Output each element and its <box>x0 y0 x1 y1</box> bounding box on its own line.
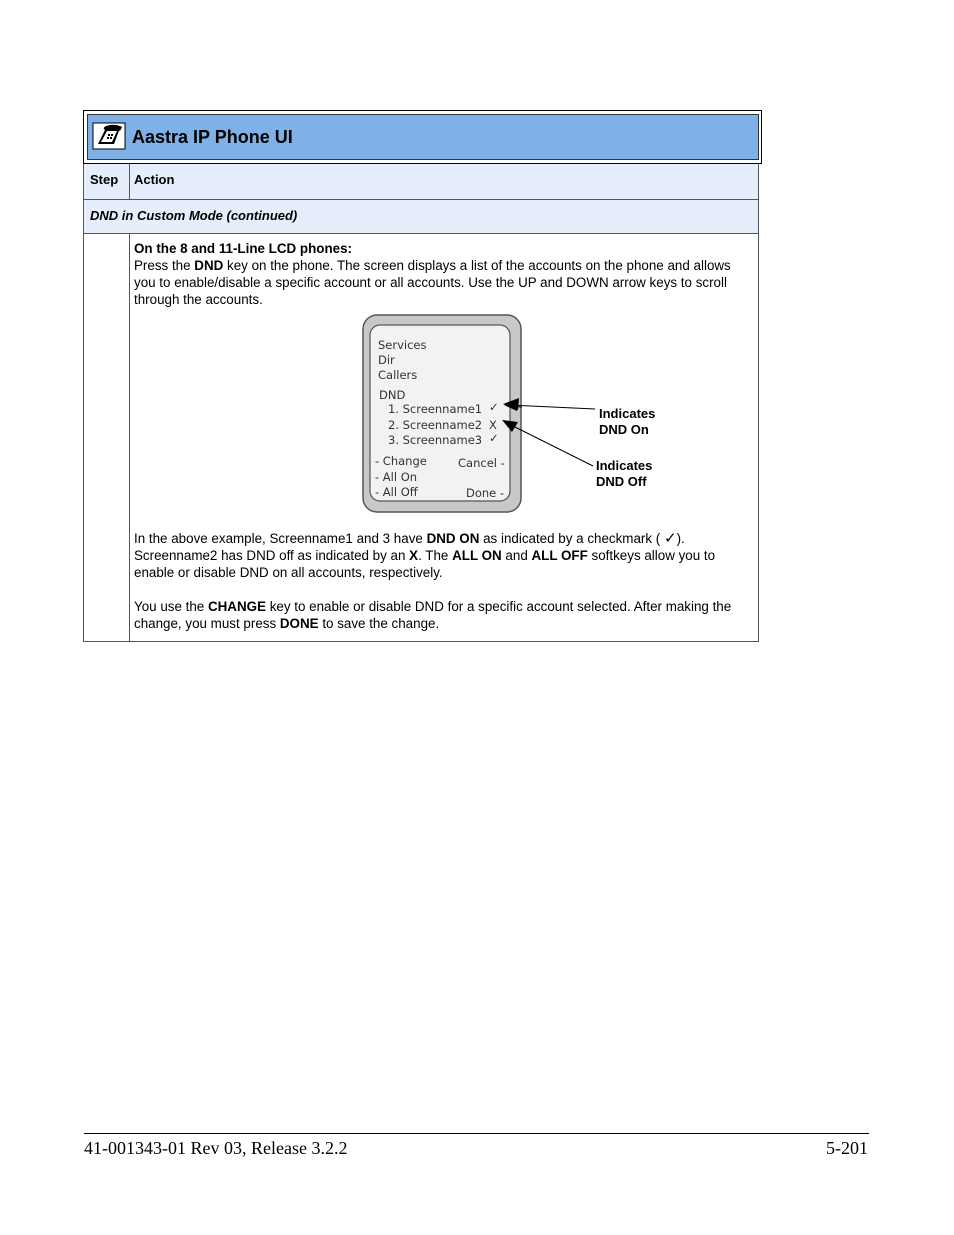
text: . The <box>418 548 453 563</box>
section-row <box>83 200 759 234</box>
text: key to enable or disable DND for a specific account selected. After making the change, you must press <box>134 599 732 631</box>
text: softkeys allow you to enable or disable DND on all accounts, respectively. <box>134 548 716 580</box>
header-title: Aastra IP Phone UI <box>132 127 293 147</box>
phone-icon <box>92 122 126 150</box>
table-header <box>83 110 762 164</box>
callout-text: DND On <box>599 422 649 437</box>
column-header-row <box>83 164 759 200</box>
paragraph-intro <box>134 240 756 308</box>
text-bold: ALL OFF <box>531 548 588 563</box>
text: ). <box>676 531 685 546</box>
lcd-menu-dir: Dir <box>378 353 395 367</box>
lcd-dnd-title: DND <box>379 388 406 402</box>
column-step: Step <box>90 172 119 187</box>
step-row <box>83 234 759 642</box>
column-action: Action <box>134 172 175 187</box>
lcd-softkey-done: Done - <box>466 486 505 500</box>
text: and <box>501 548 532 563</box>
lcd-account-2: 2. Screenname2 <box>388 418 483 432</box>
lcd-menu-services: Services <box>378 338 427 352</box>
instruction-table <box>83 110 762 642</box>
paragraph-change <box>134 598 756 632</box>
footer-document-id: 41-001343-01 Rev 03, Release 3.2.2 <box>84 1138 348 1158</box>
text: You use the <box>134 599 208 614</box>
lcd-check-icon: ✓ <box>489 400 499 414</box>
checkmark-icon: ✓ <box>663 529 677 547</box>
callout-dnd-on <box>599 406 655 438</box>
text-bold: ALL ON <box>452 548 502 563</box>
paragraph-heading: On the 8 and 11-Line LCD phones: <box>134 241 352 256</box>
lcd-softkey-cancel: Cancel - <box>458 456 505 470</box>
text-bold: DND <box>194 258 224 273</box>
text: Screenname2 has DND off as indicated by an <box>134 548 410 563</box>
callout-dnd-off <box>596 458 652 490</box>
header-banner <box>87 114 759 160</box>
text-bold: DND ON <box>426 531 480 546</box>
text: as indicated by a checkmark ( <box>479 531 661 546</box>
text-bold: CHANGE <box>207 599 266 614</box>
lcd-account-1: 1. Screenname1 <box>388 402 483 416</box>
lcd-menu-callers: Callers <box>378 368 418 382</box>
paragraph-example <box>134 530 756 581</box>
text-bold: X <box>409 548 419 563</box>
text: Press the <box>134 258 195 273</box>
section-title: DND in Custom Mode (continued) <box>90 208 298 223</box>
lcd-x-icon: X <box>489 418 497 432</box>
callout-text: DND Off <box>596 474 647 489</box>
lcd-softkey-all-off: - All Off <box>375 485 418 499</box>
lcd-check-icon: ✓ <box>489 431 499 445</box>
lcd-account-3: 3. Screenname3 <box>388 433 483 447</box>
text: In the above example, Screenname1 and 3 have <box>134 531 427 546</box>
callout-text: Indicates <box>599 406 656 421</box>
lcd-softkey-change: - Change <box>375 454 427 468</box>
text-bold: DONE <box>279 616 319 631</box>
step-number-cell <box>84 234 130 641</box>
text: to save the change. <box>318 616 440 631</box>
callout-text: Indicates <box>596 458 653 473</box>
text: key on the phone. The screen displays a list of the accounts on the phone and allows you to enable/disable a specific account or all accounts. Use the UP and DOWN arrow keys to scroll through the accounts. <box>134 258 731 307</box>
lcd-softkey-all-on: - All On <box>375 470 418 484</box>
footer-rule <box>84 1133 869 1134</box>
footer-page-number: 5-201 <box>826 1138 868 1158</box>
